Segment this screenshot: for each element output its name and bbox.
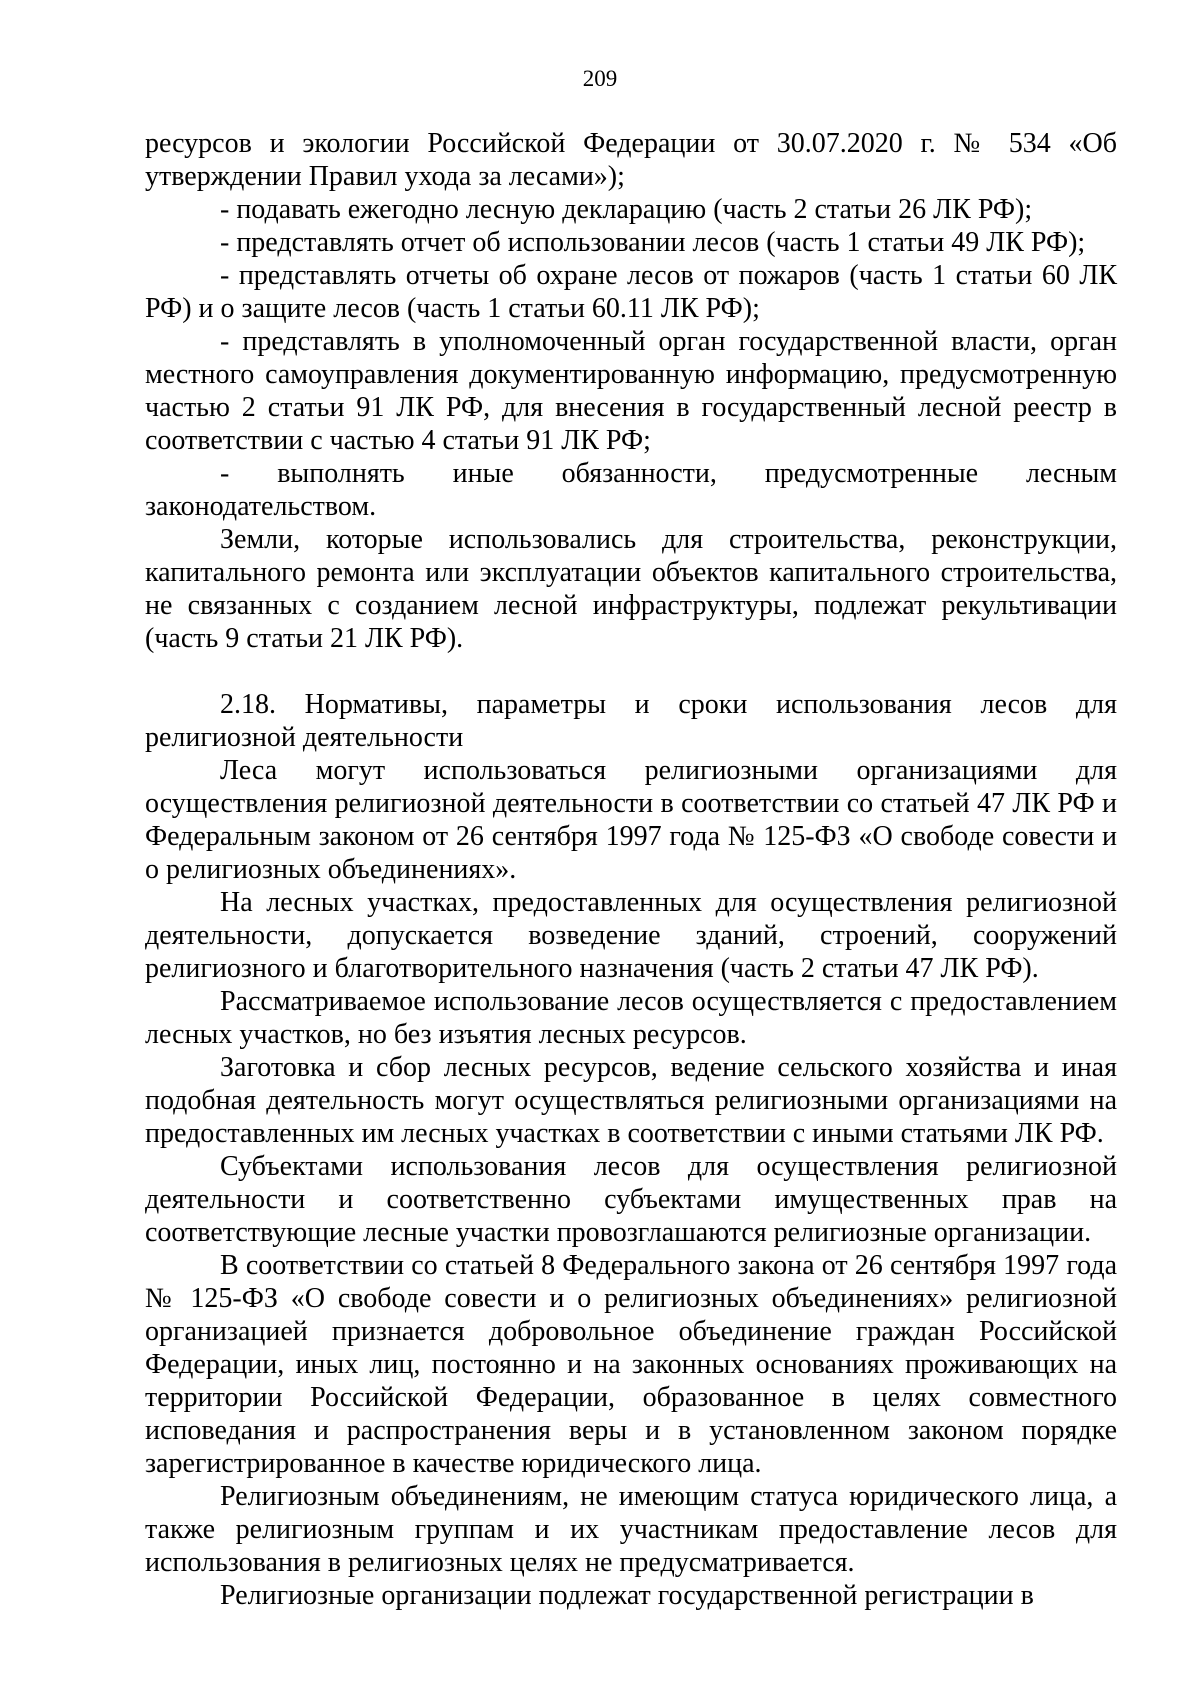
- list-item-other-duties: - выполнять иные обязанности, предусмотренные лесным законодательством.: [145, 458, 1117, 522]
- paragraph-harvesting: Заготовка и сбор лесных ресурсов, ведение сельского хозяйства и иная подобная деятельность могут осуществляться религиозными организациями на предоставленных им лесных участках в соответствии с иными статьями ЛК РФ.: [145, 1052, 1117, 1149]
- list-item-declaration: - подавать ежегодно лесную декларацию (часть 2 статьи 26 ЛК РФ);: [220, 194, 1033, 225]
- list-item-protection-reports: - представлять отчеты об охране лесов от пожаров (часть 1 статьи 60 ЛК РФ) и о защите лесов (часть 1 статьи 60.11 ЛК РФ);: [145, 260, 1117, 324]
- list-item-registry-info: - представлять в уполномоченный орган государственной власти, орган местного самоуправления документированную информацию, предусмотренную частью 2 статьи 91 ЛК РФ, для внесения в государственный лесной реестр в соответствии с частью 4 статьи 91 ЛК РФ;: [145, 326, 1117, 456]
- paragraph-recultivation: Земли, которые использовались для строительства, реконструкции, капитального ремонта или эксплуатации объектов капитального строительства, не связанных с созданием лесной инфраструктуры, подлежат рекультивации (часть 9 статьи 21 ЛК РФ).: [145, 524, 1117, 654]
- page-number: 209: [582, 66, 618, 91]
- paragraph-religious-use: Леса могут использоваться религиозными организациями для осуществления религиозной деятельности в соответствии со статьей 47 ЛК РФ и Федеральным законом от 26 сентября 1997 года № 125-ФЗ «О свободе совести и о религиозных объединениях».: [145, 755, 1117, 885]
- document-body: [145, 127, 1117, 1612]
- paragraph-subjects: Субъектами использования лесов для осуществления религиозной деятельности и соответственно субъектами имущественных прав на соответствующие лесные участки провозглашаются религиозные организации.: [145, 1151, 1117, 1248]
- section-heading-2-18: 2.18. Нормативы, параметры и сроки использования лесов для религиозной деятельности: [145, 689, 1117, 753]
- paragraph-registration: Религиозные организации подлежат государственной регистрации в: [220, 1580, 1034, 1611]
- section-gap: [145, 655, 1117, 688]
- list-item-usage-report: - представлять отчет об использовании лесов (часть 1 статьи 49 ЛК РФ);: [220, 227, 1086, 258]
- paragraph-definition: В соответствии со статьей 8 Федерального закона от 26 сентября 1997 года № 125-ФЗ «О свободе совести и о религиозных объединениях» религиозной организацией признается добровольное объединение граждан Российской Федерации, иных лиц, постоянно и на законных основаниях проживающих на территории Российской Федерации, образованное в целях совместного исповедания и распространения веры и в установленном законом порядке зарегистрированное в качестве юридического лица.: [145, 1250, 1117, 1479]
- paragraph-no-legal-entity: Религиозным объединениям, не имеющим статуса юридического лица, а также религиозным группам и их участникам предоставление лесов для использования в религиозных целях не предусматривается.: [145, 1481, 1117, 1578]
- paragraph-no-extraction: Рассматриваемое использование лесов осуществляется с предоставлением лесных участков, но без изъятия лесных ресурсов.: [145, 986, 1117, 1050]
- paragraph-buildings: На лесных участках, предоставленных для осуществления религиозной деятельности, допускается возведение зданий, строений, сооружений религиозного и благотворительного назначения (часть 2 статьи 47 ЛК РФ).: [145, 887, 1117, 984]
- paragraph-continuation: ресурсов и экологии Российской Федерации от 30.07.2020 г. № 534 «Об утверждении Правил ухода за лесами»);: [145, 128, 1117, 192]
